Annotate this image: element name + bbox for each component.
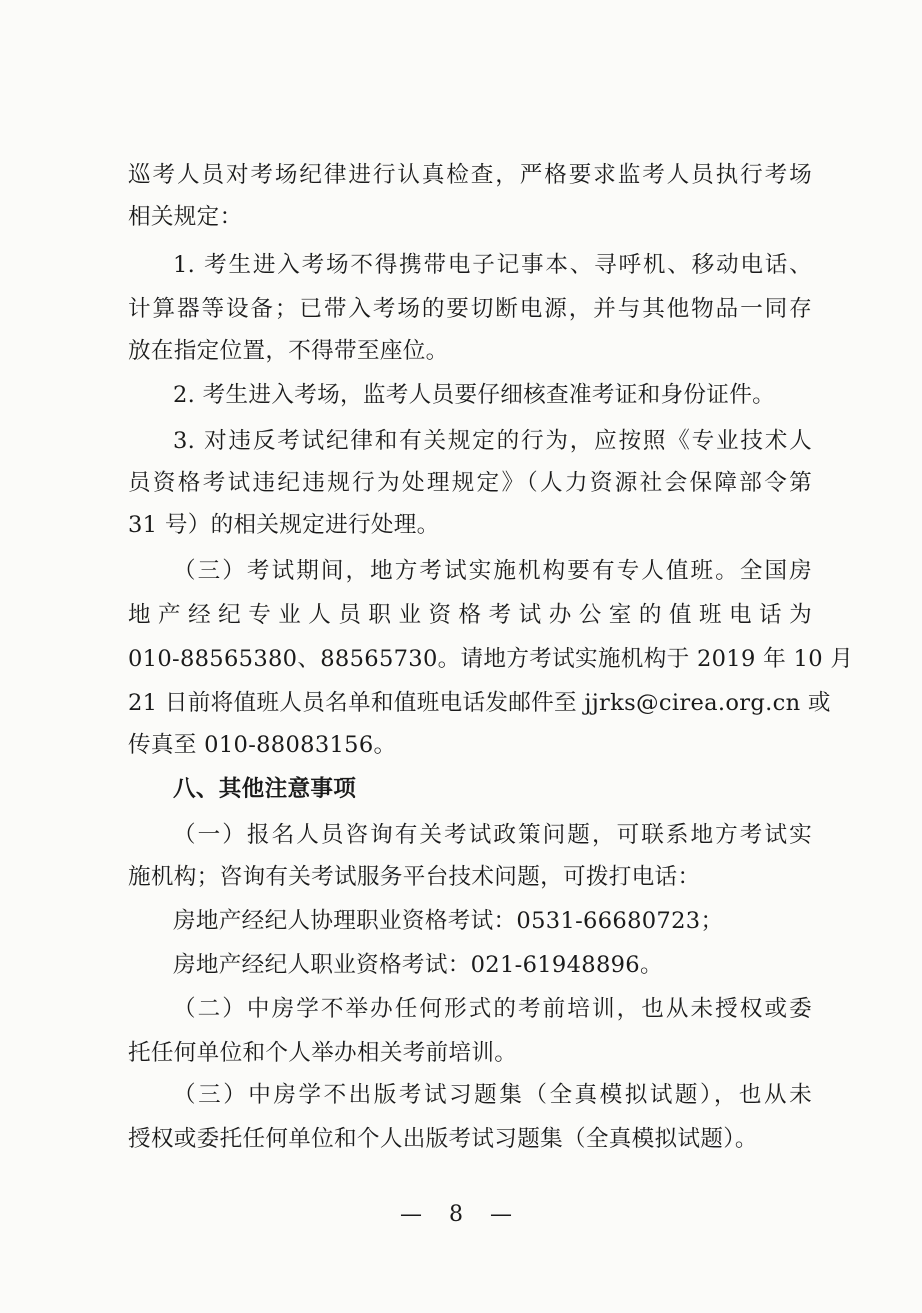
paragraph-line: 21 日前将值班人员名单和值班电话发邮件至 jjrks@cirea.org.cn 或 xyxy=(128,690,831,716)
paragraph-line: 授权或委托任何单位和个人出版考试习题集（全真模拟试题）。 xyxy=(128,1126,758,1152)
paragraph-line: （一）报名人员咨询有关考试政策问题，可联系地方考试实 xyxy=(173,822,812,848)
paragraph-line: 3. 对违反考试纪律和有关规定的行为，应按照《专业技术人 xyxy=(173,428,812,454)
paragraph-line: （三）考试期间，地方考试实施机构要有专人值班。全国房 xyxy=(173,558,812,584)
paragraph-line: 31 号）的相关规定进行处理。 xyxy=(128,512,440,538)
paragraph-line: 巡考人员对考场纪律进行认真检查，严格要求监考人员执行考场 xyxy=(128,162,812,188)
phone-line: 房地产经纪人协理职业资格考试：0531-66680723； xyxy=(173,908,724,934)
paragraph-line: （三）中房学不出版考试习题集（全真模拟试题），也从未 xyxy=(173,1082,812,1108)
paragraph-line: 010-88565380、88565730。请地方考试实施机构于 2019 年 10 月 xyxy=(128,646,854,672)
paragraph-line: 施机构；咨询有关考试服务平台技术问题，可拨打电话： xyxy=(128,864,701,890)
paragraph-line: 地产经纪专业人员职业资格考试办公室的值班电话为 xyxy=(128,602,812,628)
section-heading: 八、其他注意事项 xyxy=(173,776,357,802)
paragraph-line: 传真至 010-88083156。 xyxy=(128,732,397,758)
paragraph-line: （二）中房学不举办任何形式的考前培训，也从未授权或委 xyxy=(173,996,812,1022)
paragraph-line: 放在指定位置，不得带至座位。 xyxy=(128,338,449,364)
paragraph-line: 托任何单位和个人举办相关考前培训。 xyxy=(128,1040,518,1066)
phone-line: 房地产经纪人职业资格考试：021-61948896。 xyxy=(173,952,663,978)
paragraph-line: 1. 考生进入考场不得携带电子记事本、寻呼机、移动电话、 xyxy=(173,252,812,278)
paragraph-line: 相关规定： xyxy=(128,204,243,230)
paragraph-line: 2. 考生进入考场，监考人员要仔细核查准考证和身份证件。 xyxy=(173,382,775,408)
paragraph-line: 员资格考试违纪违规行为处理规定》（人力资源社会保障部令第 xyxy=(128,470,812,496)
page-number: — 8 — xyxy=(400,1202,522,1227)
paragraph-line: 计算器等设备；已带入考场的要切断电源，并与其他物品一同存 xyxy=(128,296,812,322)
